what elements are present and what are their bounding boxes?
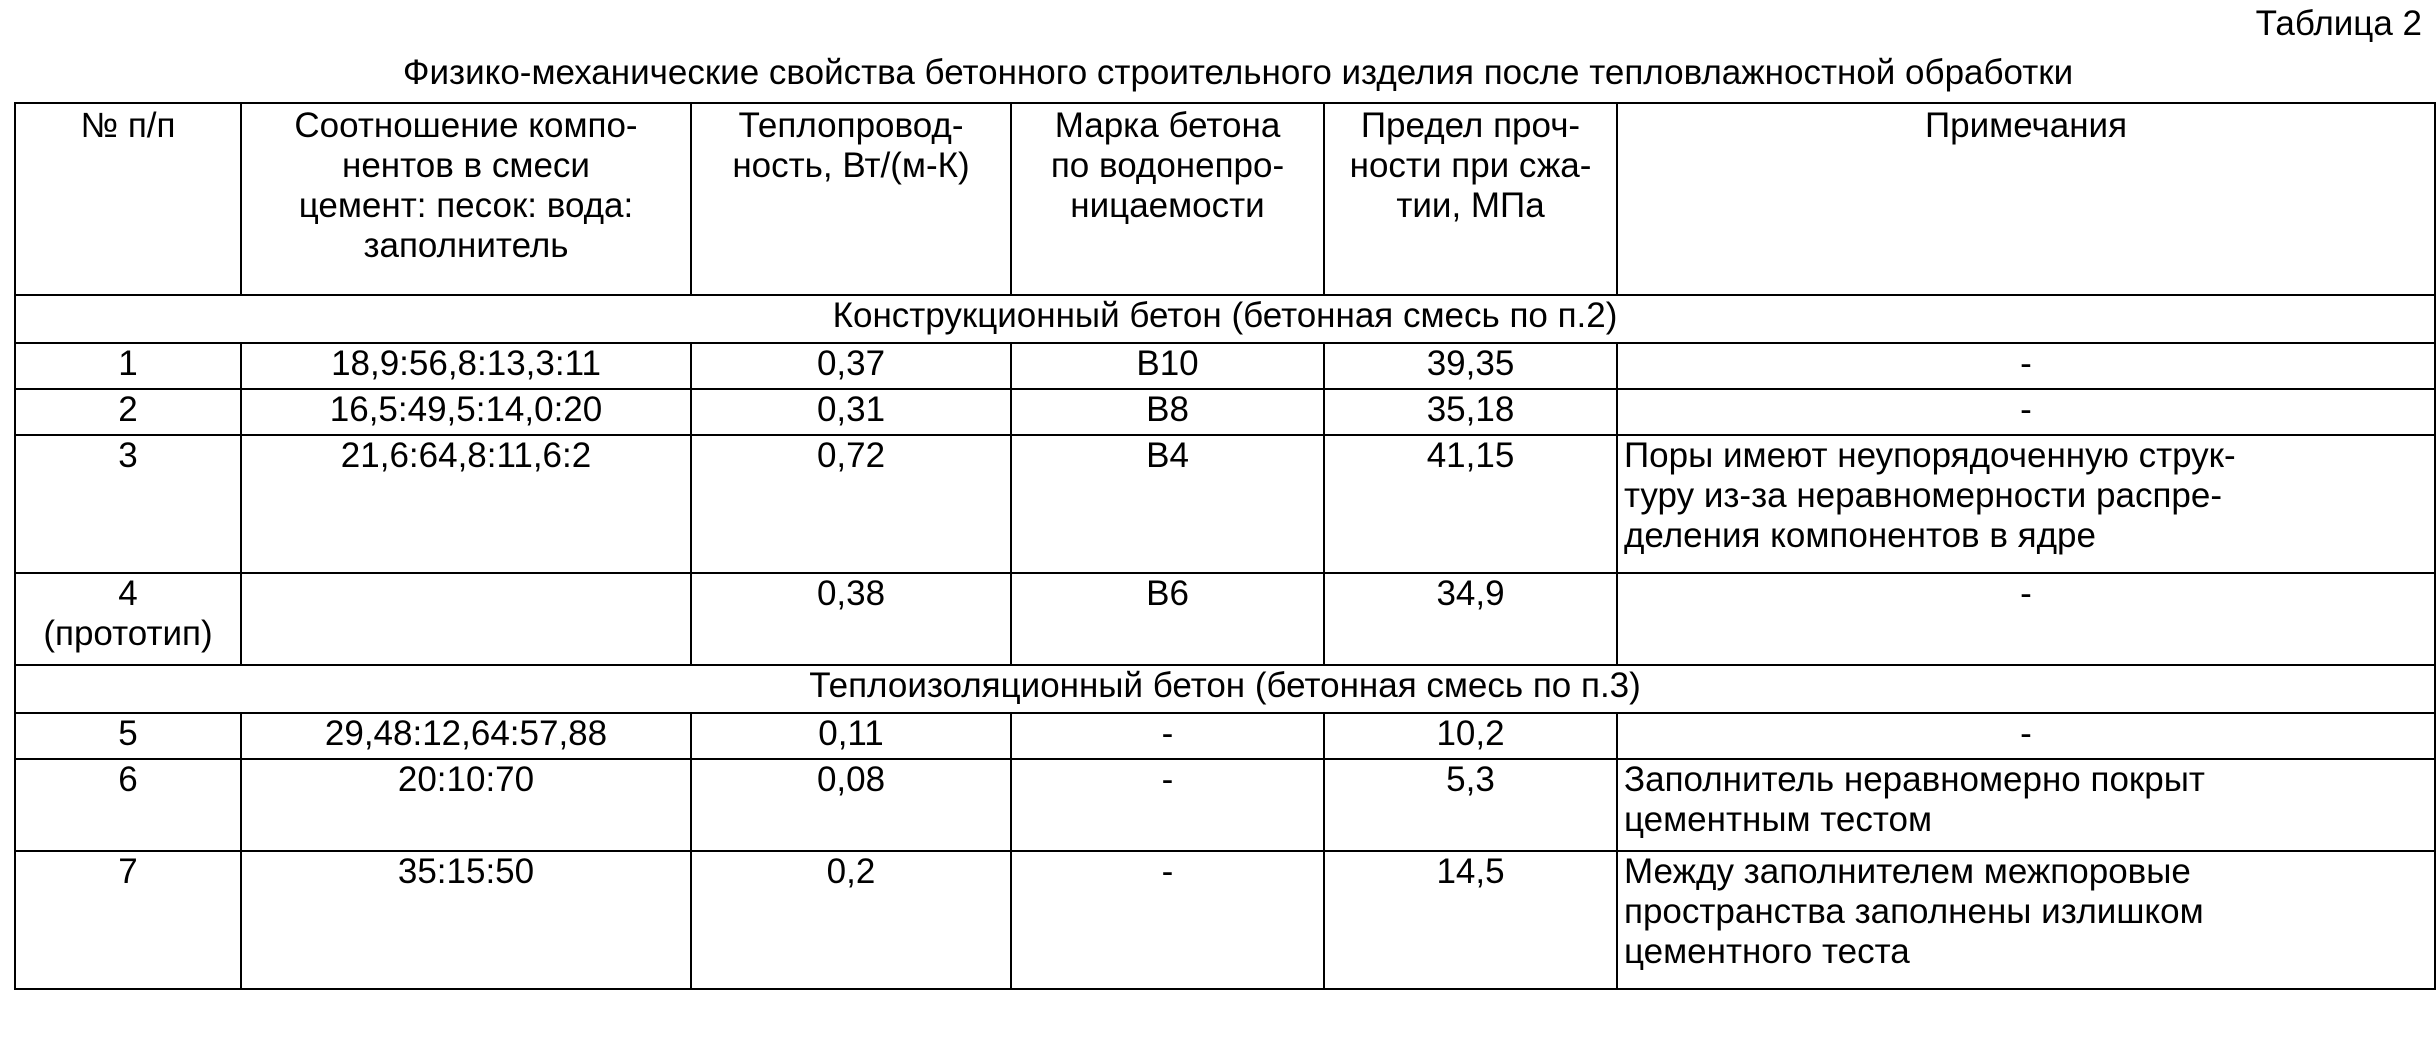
cell-notes [1617,389,2435,435]
cell-num-line: 6 [118,760,138,799]
cell-grade: В4 [1011,435,1324,573]
cell-num-line: 3 [118,436,138,475]
table-row [15,343,2435,389]
cell-ratio: 20:10:70 [241,759,691,851]
cell-notes [1617,713,2435,759]
header-ratio [241,103,691,295]
header-notes: Примечания [1617,103,2435,295]
cell-notes [1617,343,2435,389]
cell-notes-line: деления компонентов в ядре [1624,516,2096,555]
table-title: Физико-механические свойства бетонного строительного изделия после тепловлажностной обработки [402,53,2074,92]
header-grade-line: по водонепро- [1050,146,1285,185]
cell-grade: - [1011,713,1324,759]
cell-conductivity: 0,37 [691,343,1011,389]
cell-conductivity: 0,31 [691,389,1011,435]
cell-num-line: 2 [118,390,138,429]
cell-conductivity: 0,08 [691,759,1011,851]
cell-grade: - [1011,851,1324,989]
table-row [15,573,2435,665]
section-title: Теплоизоляционный бетон (бетонная смесь по п.3) [15,665,2435,713]
header-grade-line: ницаемости [1070,186,1265,225]
cell-num [15,389,241,435]
cell-ratio: 35:15:50 [241,851,691,989]
header-ratio-line: нентов в смеси [342,146,590,185]
cell-notes-line: пространства заполнены излишком [1624,892,2204,931]
table-label: Таблица 2 [2255,4,2422,43]
header-strength-line: Предел проч- [1360,106,1581,145]
header-grade-line: Марка бетона [1054,106,1281,145]
cell-ratio: 21,6:64,8:11,6:2 [241,435,691,573]
cell-num [15,343,241,389]
cell-notes [1617,573,2435,665]
header-strength-line: ности при сжа- [1349,146,1592,185]
table-row [15,389,2435,435]
cell-grade: В6 [1011,573,1324,665]
cell-strength: 14,5 [1324,851,1617,989]
cell-strength: 35,18 [1324,389,1617,435]
section-row [15,665,2435,713]
cell-ratio: 29,48:12,64:57,88 [241,713,691,759]
header-grade [1011,103,1324,295]
cell-notes-line: туру из-за неравномерности распре- [1624,476,2222,515]
header-ratio-line: цемент: песок: вода: [298,186,634,225]
cell-num [15,759,241,851]
cell-notes-line: - [2020,390,2032,429]
cell-grade: В10 [1011,343,1324,389]
properties-table [14,102,2436,990]
section-title: Конструкционный бетон (бетонная смесь по п.2) [15,295,2435,343]
table-row [15,759,2435,851]
header-conductivity-line: Теплопровод- [738,106,964,145]
section-row [15,295,2435,343]
table-row [15,851,2435,989]
cell-conductivity: 0,38 [691,573,1011,665]
cell-notes [1617,851,2435,989]
cell-conductivity: 0,2 [691,851,1011,989]
header-conductivity-line: ность, Вт/(м-К) [732,146,970,185]
cell-strength: 41,15 [1324,435,1617,573]
cell-notes [1617,759,2435,851]
cell-num-line: 1 [118,344,138,383]
cell-num [15,713,241,759]
cell-num [15,851,241,989]
cell-strength: 39,35 [1324,343,1617,389]
cell-num-line: 7 [118,852,138,891]
cell-notes-line: - [2020,714,2032,753]
cell-num-line: 5 [118,714,138,753]
cell-notes-line: цементного теста [1624,932,1910,971]
cell-num-line: (прототип) [43,614,213,653]
header-ratio-line: Соотношение компо- [294,106,638,145]
cell-notes-line: Между заполнителем межпоровые [1624,852,2191,891]
cell-conductivity: 0,11 [691,713,1011,759]
cell-num-line: 4 [118,574,138,613]
header-row [15,103,2435,295]
cell-ratio [241,573,691,665]
header-conductivity [691,103,1011,295]
cell-num [15,435,241,573]
cell-grade: В8 [1011,389,1324,435]
header-num: № п/п [15,103,241,295]
header-ratio-line: заполнитель [363,226,569,265]
cell-notes-line: Заполнитель неравномерно покрыт [1624,760,2205,799]
table-row [15,713,2435,759]
cell-notes-line: - [2020,344,2032,383]
cell-grade: - [1011,759,1324,851]
cell-ratio: 18,9:56,8:13,3:11 [241,343,691,389]
header-strength [1324,103,1617,295]
cell-conductivity: 0,72 [691,435,1011,573]
cell-notes [1617,435,2435,573]
cell-strength: 34,9 [1324,573,1617,665]
table-row [15,435,2435,573]
cell-notes-line: - [2020,574,2032,613]
cell-strength: 10,2 [1324,713,1617,759]
header-strength-line: тии, МПа [1396,186,1545,225]
cell-num [15,573,241,665]
cell-notes-line: цементным тестом [1624,800,1933,839]
cell-ratio: 16,5:49,5:14,0:20 [241,389,691,435]
cell-notes-line: Поры имеют неупорядоченную струк- [1624,436,2236,475]
cell-strength: 5,3 [1324,759,1617,851]
